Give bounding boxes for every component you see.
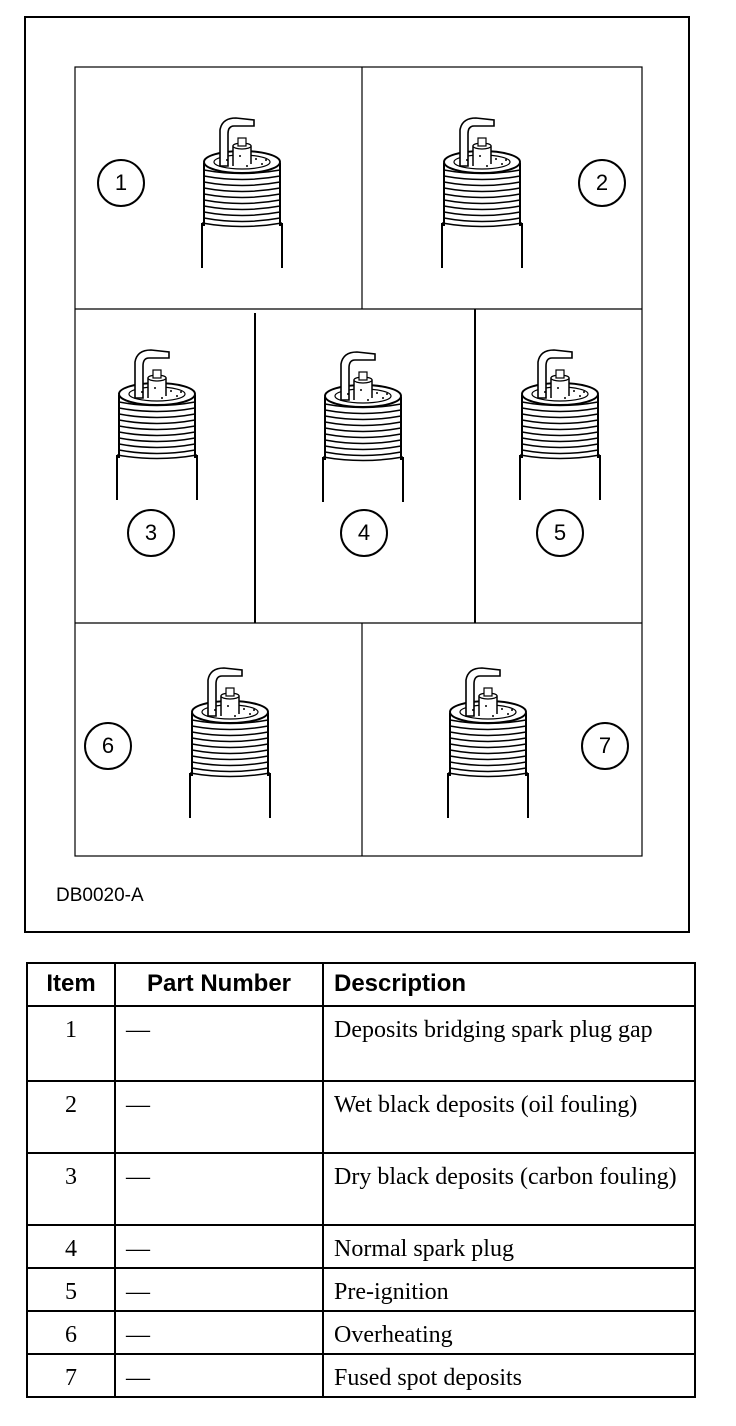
header-item: Item (27, 963, 115, 1006)
cell-part-number: — (115, 1225, 323, 1268)
header-description: Description (323, 963, 695, 1006)
cell-description: Fused spot deposits (323, 1354, 695, 1397)
spark-plug-1-illustration (202, 118, 282, 268)
cell-item: 6 (27, 1311, 115, 1354)
cell-item: 7 (27, 1354, 115, 1397)
spark-plug-7-illustration (448, 668, 528, 818)
cell-description: Wet black deposits (oil fouling) (323, 1081, 695, 1153)
table-row (27, 1153, 695, 1225)
callout-5: 5 (536, 509, 584, 557)
callout-3: 3 (127, 509, 175, 557)
cell-item: 3 (27, 1153, 115, 1225)
header-part-number: Part Number (115, 963, 323, 1006)
table-row (27, 1311, 695, 1354)
callout-6: 6 (84, 722, 132, 770)
cell-item: 4 (27, 1225, 115, 1268)
cell-part-number: — (115, 1354, 323, 1397)
callout-4: 4 (340, 509, 388, 557)
cell-description: Dry black deposits (carbon fouling) (323, 1153, 695, 1225)
cell-item: 2 (27, 1081, 115, 1153)
cell-part-number: — (115, 1006, 323, 1081)
cell-part-number: — (115, 1311, 323, 1354)
cell-description: Deposits bridging spark plug gap (323, 1006, 695, 1081)
spark-plug-5-illustration (520, 350, 600, 500)
spark-plug-4-illustration (323, 352, 403, 502)
cell-item: 5 (27, 1268, 115, 1311)
table-row (27, 1006, 695, 1081)
parts-table (26, 962, 696, 1398)
cell-part-number: — (115, 1081, 323, 1153)
cell-description: Pre-ignition (323, 1268, 695, 1311)
cell-item: 1 (27, 1006, 115, 1081)
table-row (27, 1268, 695, 1311)
spark-plug-2-illustration (442, 118, 522, 268)
spark-plug-figure (24, 16, 690, 933)
cell-part-number: — (115, 1268, 323, 1311)
cell-description: Overheating (323, 1311, 695, 1354)
spark-plug-6-illustration (190, 668, 270, 818)
table-row (27, 1081, 695, 1153)
table-row (27, 1225, 695, 1268)
callout-1: 1 (97, 159, 145, 207)
figure-drawing (26, 18, 688, 931)
table-header-row (27, 963, 695, 1006)
spark-plug-3-illustration (117, 350, 197, 500)
table-row (27, 1354, 695, 1397)
cell-description: Normal spark plug (323, 1225, 695, 1268)
cell-part-number: — (115, 1153, 323, 1225)
panel-frame (75, 67, 642, 856)
callout-7: 7 (581, 722, 629, 770)
callout-2: 2 (578, 159, 626, 207)
figure-code: DB0020-A (56, 885, 144, 906)
